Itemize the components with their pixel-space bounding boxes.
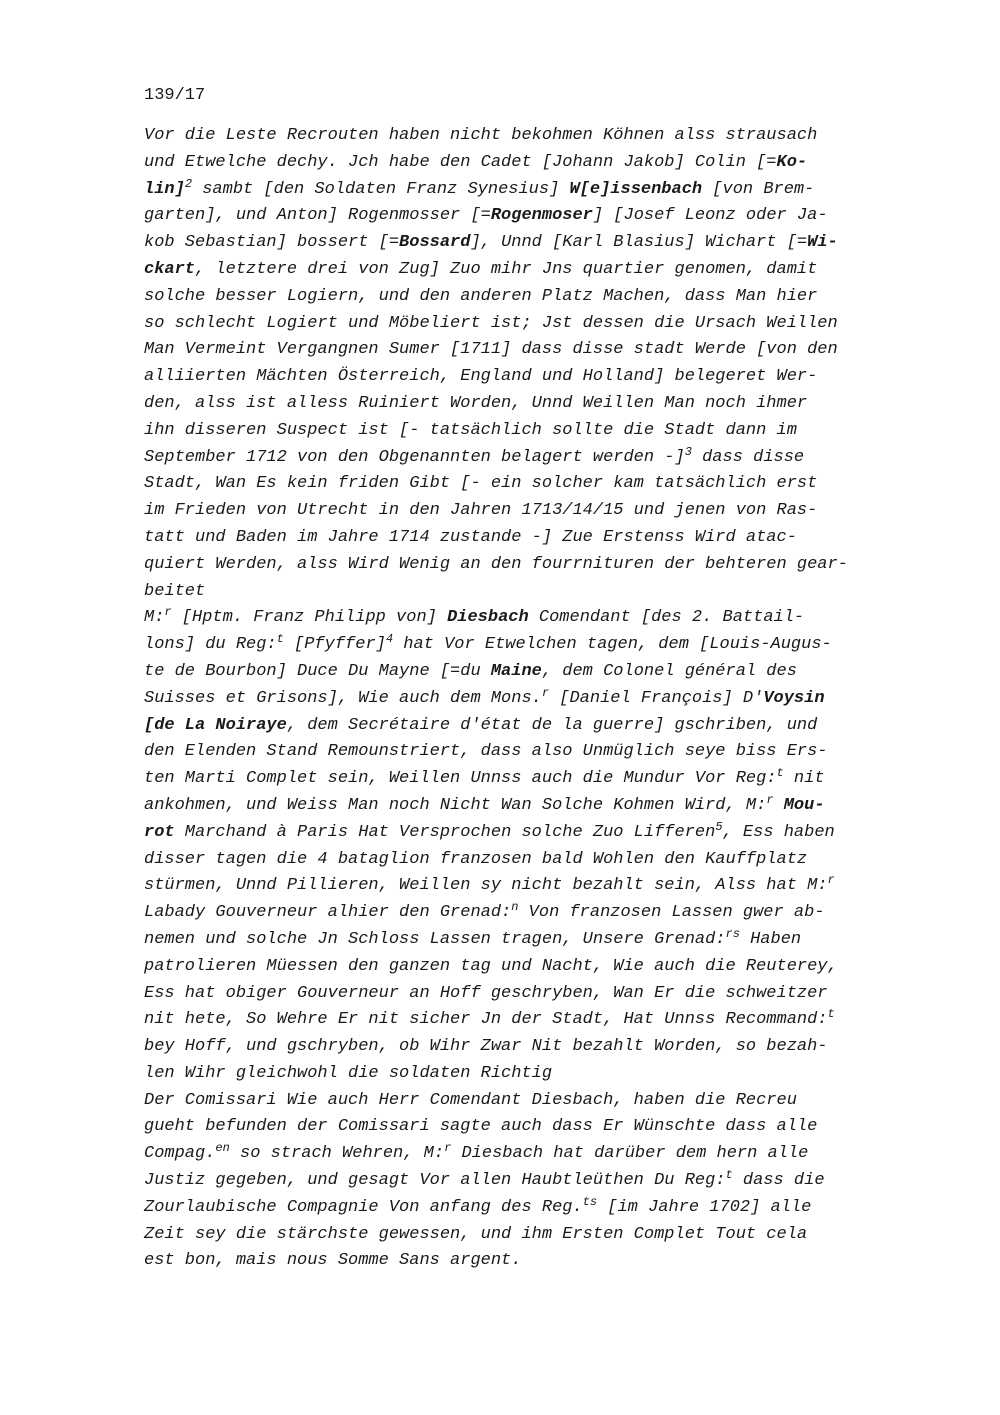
text-segment: [Hptm. Franz Philipp von] (171, 608, 448, 628)
superscript: r (827, 873, 835, 888)
text-segment: Suisses et Grisons], Wie auch dem Mons. (144, 688, 542, 708)
text-segment: , Ess haben (722, 822, 835, 842)
superscript: 4 (385, 632, 394, 647)
text-line (144, 1222, 904, 1249)
bold-name: Voysin (763, 688, 825, 708)
text-segment: Labady Gouverneur alhier den Grenad: (144, 903, 512, 923)
text-line (144, 1061, 904, 1088)
text-segment: im Frieden von Utrecht in den Jahren 1713/14/15 und jenen von Ras- (144, 501, 818, 521)
text-segment: Von franzosen Lassen gwer ab- (518, 903, 825, 923)
text-line (144, 1007, 904, 1034)
text-line (144, 659, 904, 686)
text-line (144, 337, 904, 364)
text-line (144, 150, 904, 177)
superscript: 2 (184, 176, 193, 191)
text-line (144, 981, 904, 1008)
text-segment: den, alss ist alless Ruiniert Worden, Unnd Weillen Man noch ihmer (144, 393, 808, 413)
text-line (144, 1141, 904, 1168)
text-line (144, 445, 904, 472)
bold-name: Rogenmoser (490, 206, 593, 226)
bold-name: W[e]issenbach (569, 179, 703, 199)
text-segment: tatt und Baden im Jahre 1714 zustande -] Zue Erstenss Wird atac- (144, 527, 797, 547)
text-line (144, 1034, 904, 1061)
bold-name: ckart (144, 259, 196, 279)
text-line (144, 793, 904, 820)
text-segment: Justiz gegeben, und gesagt Vor allen Haubtleüthen Du Reg: (144, 1171, 726, 1191)
text-segment: , dem Secrétaire d'état de la guerre] gschriben, und (286, 715, 818, 735)
text-segment: Comendant [des 2. Battail- (528, 608, 805, 628)
text-line (144, 900, 904, 927)
text-segment: kob Sebastian] bossert [= (144, 233, 400, 253)
bold-name: [de La Noiraye (144, 715, 287, 735)
superscript: t (725, 1168, 733, 1183)
text-segment: dass disse (691, 447, 805, 467)
text-segment: nit hete, So Wehre Er nit sicher Jn der Stadt, Hat Unnss Recommand: (144, 1010, 828, 1030)
superscript: 3 (684, 444, 692, 459)
text-line (144, 1248, 904, 1275)
text-line (144, 552, 904, 579)
text-segment: [Daniel François] D' (549, 688, 764, 708)
text-line (144, 739, 904, 766)
text-segment: und Etwelche dechy. Jch habe den Cadet [Johann Jakob] Colin [= (144, 152, 777, 172)
text-segment: gueht befunden der Comissari sagte auch dass Er Wünschte dass alle (144, 1117, 818, 1137)
bold-name: lin] (144, 179, 185, 199)
text-segment: lons] du Reg: (144, 635, 277, 655)
text-line (144, 230, 904, 257)
text-segment: disser tagen die 4 bataglion franzosen bald Wohlen den Kauffplatz (144, 849, 808, 869)
text-line (144, 927, 904, 954)
text-segment: M: (144, 608, 165, 628)
text-segment: patrolieren Müessen den ganzen tag und Nacht, Wie auch die Reuterey, (144, 956, 838, 976)
text-segment: Der Comissari Wie auch Herr Comendant Diesbach, haben die Recreu (144, 1090, 797, 1110)
text-segment: bey Hoff, und gschryben, ob Wihr Zwar Nit bezahlt Worden, so bezah- (144, 1037, 828, 1057)
text-segment: Marchand à Paris Hat Versprochen solche Zuo Lifferen (174, 822, 716, 842)
bold-name: Mou- (783, 795, 825, 815)
superscript: ts (582, 1194, 598, 1209)
text-segment: September 1712 von den Obgenannten belagert werden -] (144, 447, 685, 467)
bold-name: Diesbach (447, 608, 529, 628)
text-segment: [im Jahre 1702] alle (597, 1197, 812, 1217)
bold-name: Bossard (399, 233, 471, 253)
text-segment: solche besser Logiern, und den anderen Platz Machen, dass Man hier (144, 286, 818, 306)
text-segment: len Wihr gleichwohl die soldaten Richtig (144, 1063, 553, 1083)
text-segment: Zourlaubische Compagnie Von anfang des Reg. (144, 1197, 583, 1217)
text-segment: ankohmen, und Weiss Man noch Nicht Wan Solche Kohmen Wird, M: (144, 795, 767, 815)
superscript: r (541, 685, 550, 700)
text-line (144, 766, 904, 793)
text-line (144, 1195, 904, 1222)
text-segment: est bon, mais nous Somme Sans argent. (144, 1251, 522, 1271)
text-segment: Compag. (144, 1144, 216, 1164)
superscript: n (511, 900, 519, 915)
text-segment: [Pfyffer] (283, 635, 386, 655)
text-segment: , letztere drei von Zug] Zuo mihr Jns quartier genomen, damit (195, 259, 818, 279)
text-segment: nemen und solche Jn Schloss Lassen tragen, Unsere Grenad: (144, 929, 726, 949)
text-line (144, 1114, 904, 1141)
text-segment: Stadt, Wan Es kein friden Gibt [- ein solcher kam tatsächlich erst (144, 474, 818, 494)
text-segment: dass die (732, 1171, 825, 1191)
text-segment: ] [Josef Leonz oder Ja- (592, 206, 828, 226)
bold-name: Wi- (807, 233, 838, 253)
superscript: 5 (715, 819, 723, 834)
text-line (144, 820, 904, 847)
page-number: 139/17 (144, 86, 206, 105)
text-segment: Man Vermeint Vergangnen Sumer [1711] dass disse stadt Werde [von den (144, 340, 838, 360)
text-segment (774, 796, 784, 815)
text-segment: [von Brem- (702, 179, 815, 199)
superscript: rs (725, 926, 740, 941)
text-segment: den Elenden Stand Remounstriert, dass also Unmüglich seye biss Ers- (144, 742, 828, 762)
text-line (144, 713, 904, 740)
text-segment: quiert Werden, alss Wird Wenig an den fourrnituren der behteren gear- (144, 554, 848, 574)
text-line (144, 873, 904, 900)
text-line (144, 203, 904, 230)
text-segment: ten Marti Complet sein, Weillen Unnss auch die Mundur Vor Reg: (144, 769, 777, 789)
text-line (144, 311, 904, 338)
text-segment: so strach Wehren, M: (229, 1144, 445, 1164)
text-segment: Zeit sey die stärchste gewessen, und ihm Ersten Complet Tout cela (144, 1224, 808, 1244)
bold-name: Maine (490, 661, 542, 681)
text-segment: hat Vor Etwelchen tagen, dem [Louis-Augus- (393, 635, 832, 655)
text-line (144, 257, 904, 284)
text-line (144, 418, 904, 445)
text-line (144, 498, 904, 525)
text-segment: ihn disseren Suspect ist [- tatsächlich sollte die Stadt dann im (144, 420, 797, 440)
text-line (144, 525, 904, 552)
superscript: t (776, 766, 784, 781)
text-line (144, 1168, 904, 1195)
text-segment: nit (783, 769, 825, 789)
text-line (144, 605, 904, 632)
text-segment: ], Unnd [Karl Blasius] Wichart [= (470, 233, 808, 253)
transcription-body (144, 123, 904, 1275)
text-segment: so schlecht Logiert und Möbeliert ist; Jst dessen die Ursach Weillen (144, 313, 838, 333)
superscript: r (444, 1141, 452, 1156)
superscript: t (827, 1007, 835, 1022)
bold-name: Ko- (776, 152, 808, 172)
text-line (144, 847, 904, 874)
text-segment: Vor die Leste Recrouten haben nicht bekohmen Köhnen alss strausach (144, 126, 818, 145)
bold-name: rot (144, 822, 175, 842)
text-segment: Haben (739, 929, 802, 949)
text-segment: Diesbach hat darüber dem hern alle (451, 1144, 809, 1164)
text-line (144, 632, 904, 659)
text-line (144, 284, 904, 311)
text-line (144, 364, 904, 391)
text-segment: Ess hat obiger Gouverneur an Hoff geschryben, Wan Er die schweitzer (144, 983, 828, 1003)
text-line (144, 686, 904, 713)
text-segment: alliierten Mächten Österreich, England und Holland] belegeret Wer- (144, 367, 818, 387)
superscript: r (766, 792, 774, 807)
text-line (144, 123, 904, 150)
text-line (144, 391, 904, 418)
text-line (144, 954, 904, 981)
text-segment: garten], und Anton] Rogenmosser [= (144, 206, 491, 226)
text-line (144, 579, 904, 606)
text-line (144, 177, 904, 204)
text-segment: stürmen, Unnd Pillieren, Weillen sy nicht bezahlt sein, Alss hat M: (144, 876, 828, 896)
text-segment: sambt [den Soldaten Franz Synesius] (192, 179, 570, 199)
text-segment: beitet (144, 581, 206, 601)
text-line (144, 1088, 904, 1115)
superscript: en (215, 1141, 230, 1156)
superscript: t (276, 632, 284, 647)
superscript: r (164, 605, 172, 620)
text-segment: te de Bourbon] Duce Du Mayne [=du (144, 661, 491, 681)
text-segment: , dem Colonel général des (541, 661, 797, 681)
text-line (144, 471, 904, 498)
